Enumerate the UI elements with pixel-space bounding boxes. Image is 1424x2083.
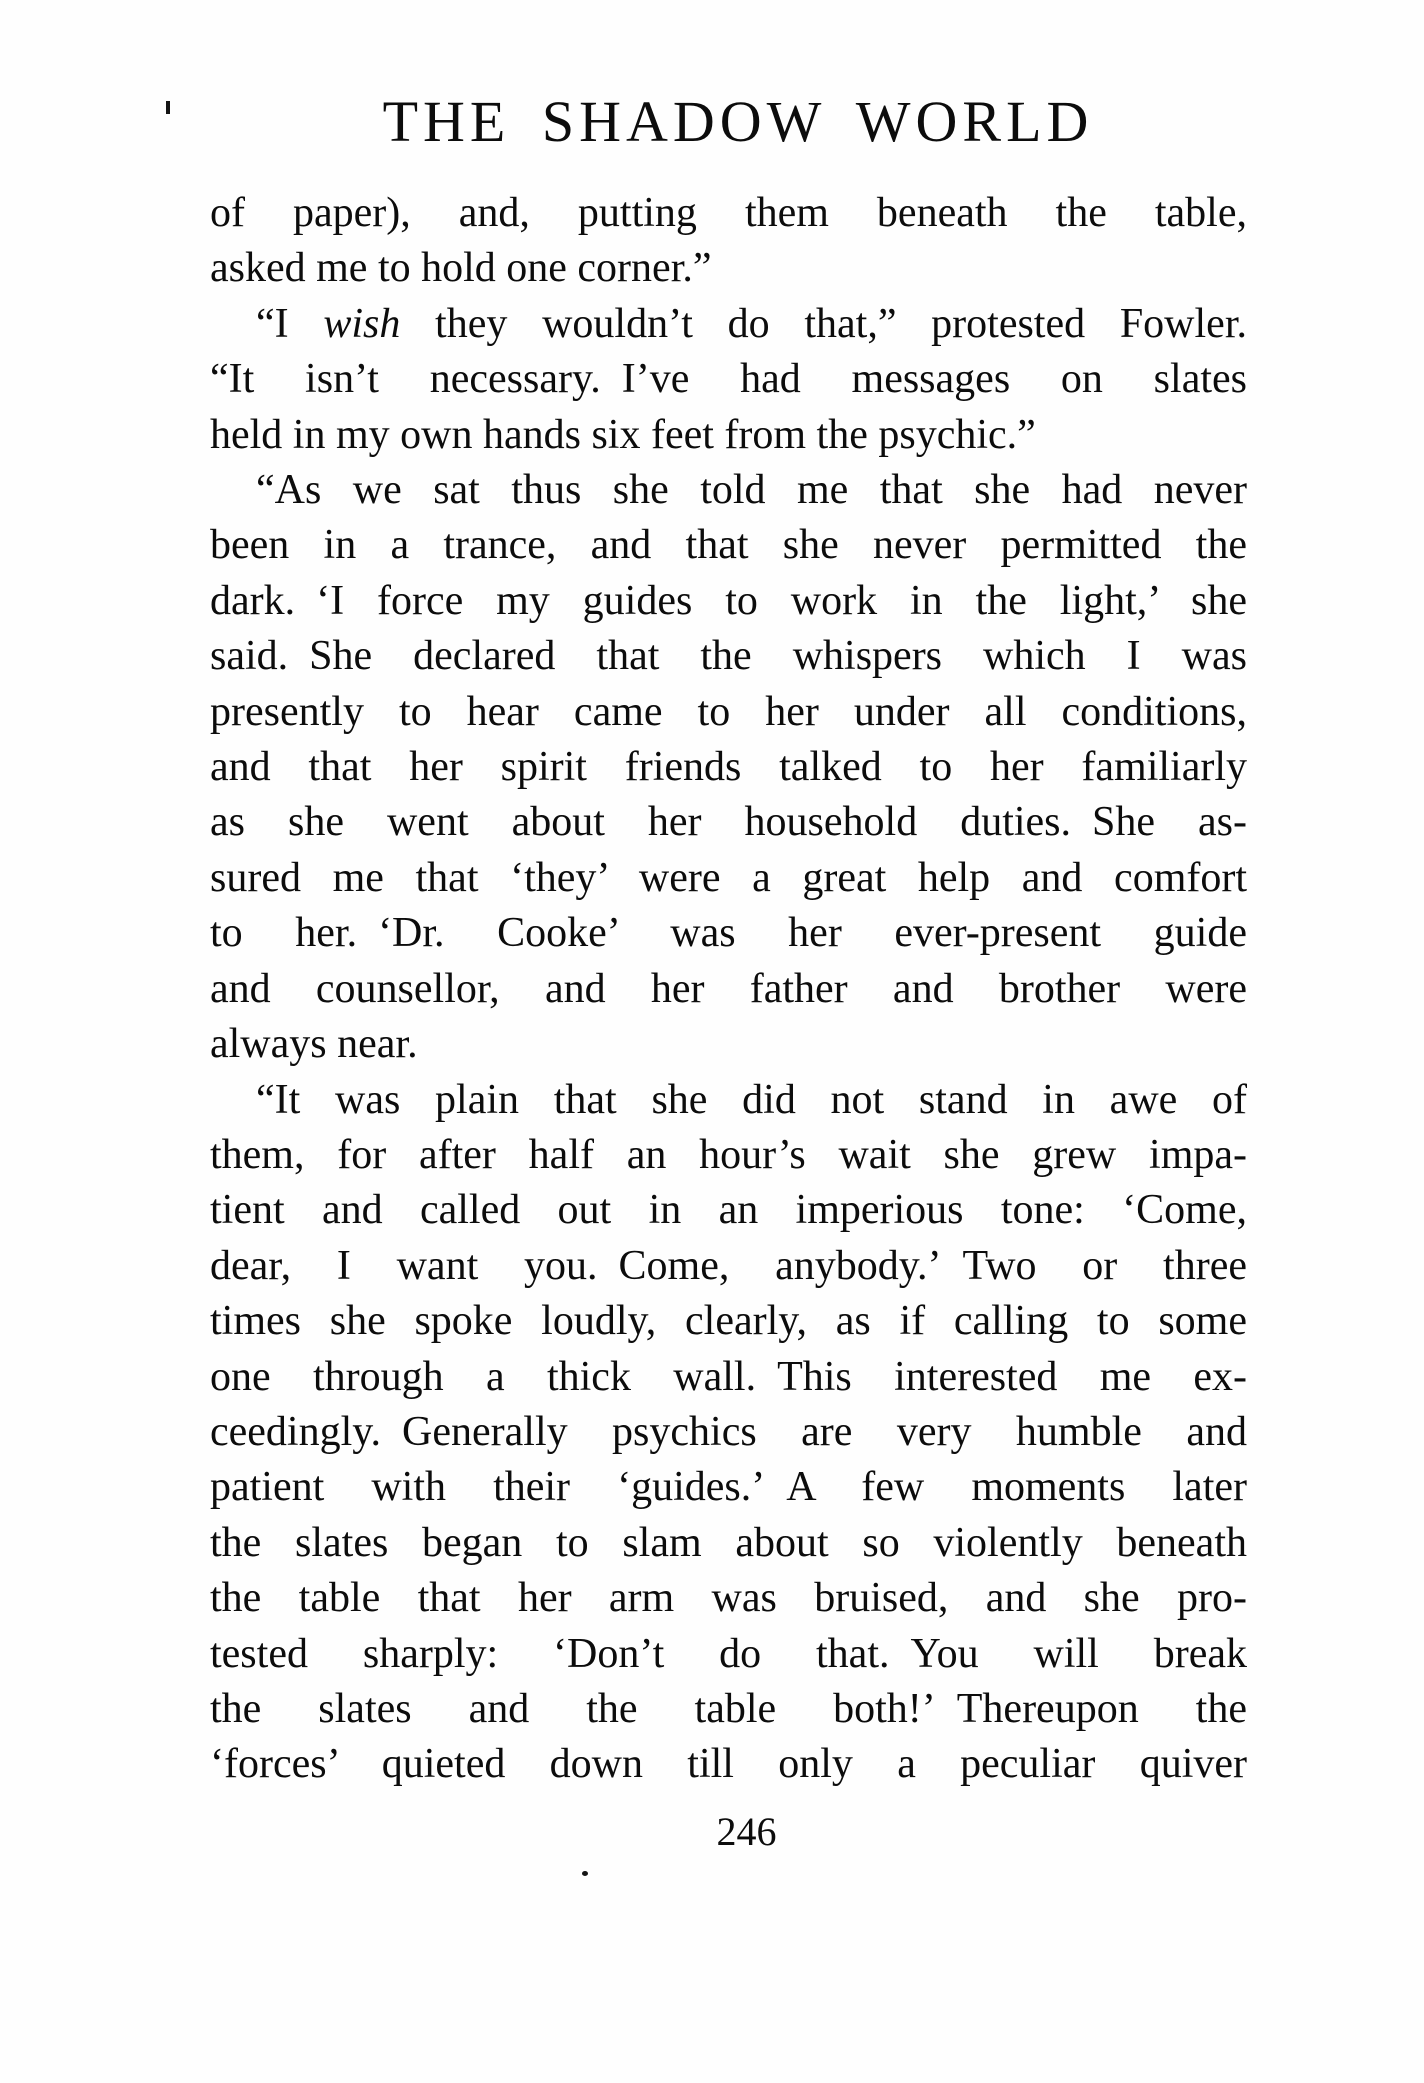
text-segment: dark. ‘I force my guides to work in the light,’ she [210,577,1247,624]
text-line [210,1350,1247,1405]
text-segment: held in my own hands six feet from the psychic.” [210,411,1036,458]
text-segment: tested sharply: ‘Don’t do that. You will break [210,1630,1247,1677]
text-segment: dear, I want you. Come, anybody.’ Two or three [210,1242,1247,1289]
text-line [210,906,1247,961]
text-segment: the slates began to slam about so violently beneath [210,1519,1247,1566]
text-line [210,1017,1247,1072]
text-line [210,1571,1247,1626]
text-segment: asked me to hold one corner.” [210,245,712,292]
text-line [210,1627,1247,1682]
text-line [210,629,1247,684]
text-line [210,408,1247,463]
text-line [210,962,1247,1017]
text-line [210,518,1247,573]
text-line [210,1405,1247,1460]
running-header: THE SHADOW WORLD [382,89,1094,154]
text-segment: patient with their ‘guides.’ A few moments later [210,1464,1247,1511]
text-segment: “It was plain that she did not stand in awe of [256,1076,1247,1123]
text-line [210,851,1247,906]
text-segment: “It isn’t necessary. I’ve had messages on slates [210,356,1247,403]
text-line [210,1294,1247,1349]
text-segment: been in a trance, and that she never permitted the [210,522,1247,569]
text-segment: sured me that ‘they’ were a great help and comfort [210,854,1247,901]
text-segment: presently to hear came to her under all conditions, [210,688,1247,735]
text-segment: and that her spirit friends talked to her familiarly [210,744,1247,791]
text-line [210,463,1247,518]
page-text-block [210,186,1247,1793]
text-line [210,1737,1247,1792]
text-line [210,1239,1247,1294]
text-line [210,574,1247,629]
text-segment: them, for after half an hour’s wait she grew impa- [210,1131,1247,1178]
text-line [210,1516,1247,1571]
text-segment: one through a thick wall. This interested me ex- [210,1353,1247,1400]
text-segment: ‘forces’ quieted down till only a peculiar quiver [210,1741,1247,1788]
text-line [210,352,1247,407]
text-line [210,685,1247,740]
text-segment: they wouldn’t do that,” protested Fowler. [400,300,1247,347]
text-segment: of paper), and, putting them beneath the table, [210,190,1247,236]
text-line [210,795,1247,850]
text-line [210,186,1247,241]
text-segment: “I [256,300,324,347]
text-line [210,1128,1247,1183]
text-line [210,1183,1247,1238]
text-segment: as she went about her household duties. She as- [210,799,1247,846]
text-segment: the table that her arm was bruised, and she pro- [210,1575,1247,1622]
text-segment: tient and called out in an imperious tone: ‘Come, [210,1187,1247,1234]
emphasized-word: wish [323,300,401,347]
text-line [210,1460,1247,1515]
text-segment: to her. ‘Dr. Cooke’ was her ever-present guide [210,910,1247,957]
text-segment: ceedingly. Generally psychics are very humble and [210,1408,1247,1455]
text-segment: the slates and the table both!’ Thereupon the [210,1685,1247,1732]
page-number: 246 [716,1809,777,1854]
text-segment: and counsellor, and her father and brother were [210,965,1247,1012]
text-segment: said. She declared that the whispers which I was [210,633,1247,680]
scan-speck-icon [582,1871,588,1876]
text-line [210,241,1247,296]
text-line [210,740,1247,795]
text-segment: times she spoke loudly, clearly, as if calling to some [210,1298,1247,1345]
text-line [210,1682,1247,1737]
text-segment: always near. [210,1021,418,1068]
text-segment: “As we sat thus she told me that she had never [256,467,1247,514]
text-line [210,1073,1247,1128]
text-line [210,297,1247,352]
